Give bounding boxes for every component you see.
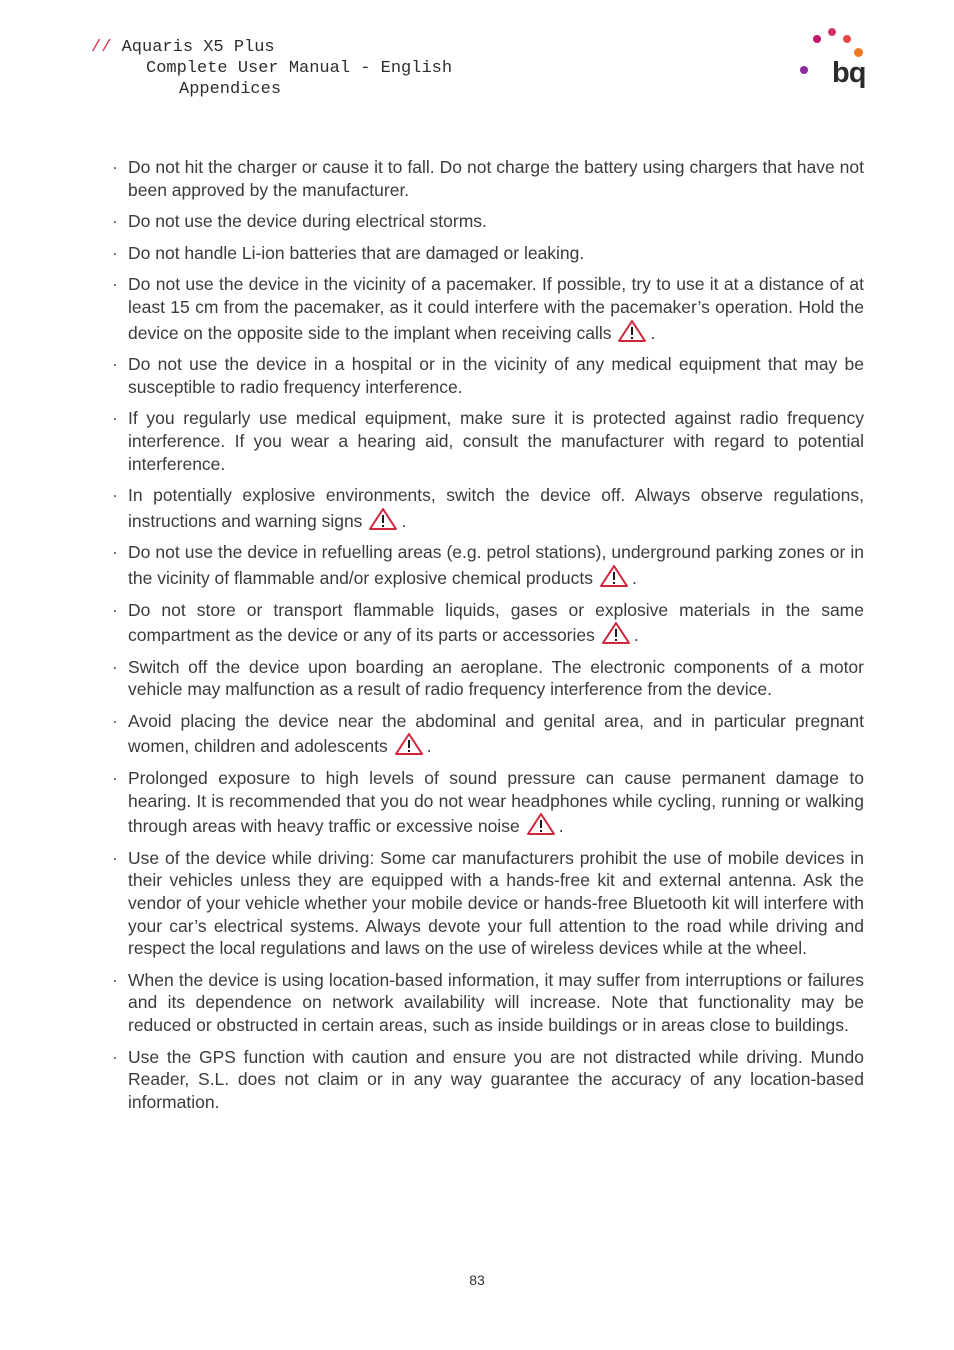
- bullet: ·: [112, 710, 118, 731]
- header-prefix: //: [91, 38, 112, 57]
- list-item-text: Do not hit the charger or cause it to fall. Do not charge the battery using chargers that have not been approved by the manufacturer.: [128, 157, 864, 200]
- list-item: [112, 541, 864, 589]
- safety-list: [112, 156, 864, 1122]
- warning-icon: [368, 507, 398, 531]
- list-item-text: Use the GPS function with caution and ensure you are not distracted while driving. Mundo Reader, S.L. does not claim or in any way guarantee the accuracy of any location-based information.: [128, 1046, 864, 1112]
- list-item-text: Avoid placing the device near the abdominal and genital area, and in particular pregnant women, children and adolescents: [128, 710, 864, 757]
- warning-icon: [601, 621, 631, 645]
- bullet: ·: [112, 656, 118, 677]
- list-item-text: Do not use the device in a hospital or in the vicinity of any medical equipment that may be susceptible to radio frequency interference.: [128, 354, 864, 397]
- bullet: ·: [112, 211, 118, 232]
- list-item-text: Do not use the device in the vicinity of a pacemaker. If possible, try to use it at a distance of at least 15 cm from the pacemaker, as it could interfere with the pacemaker’s operation. Hold the device on the opposite side to the implant when receiving calls: [128, 274, 864, 343]
- list-item: [112, 1046, 864, 1114]
- bullet: ·: [112, 408, 118, 429]
- bullet: ·: [112, 485, 118, 506]
- list-item: [112, 407, 864, 475]
- header-section: Appendices: [179, 80, 282, 99]
- list-item: [112, 156, 864, 201]
- list-item: [112, 656, 864, 701]
- list-item-text: Do not store or transport flammable liquids, gases or explosive materials in the same compartment as the device or any of its parts or accessories: [128, 599, 864, 646]
- list-item-text: Do not handle Li-ion batteries that are damaged or leaking.: [128, 242, 585, 263]
- list-item-text: Prolonged exposure to high levels of sound pressure can cause permanent damage to hearing. It is recommended that you do not wear headphones while cycling, running or walking through areas with heavy traffic or excessive noise: [128, 768, 864, 837]
- list-item: [112, 210, 864, 233]
- list-item: [112, 599, 864, 647]
- warning-icon: [599, 564, 629, 588]
- list-item: [112, 273, 864, 344]
- bullet: ·: [112, 969, 118, 990]
- list-item-text: In potentially explosive environments, switch the device off. Always observe regulations, instructions and warning signs: [128, 485, 864, 531]
- list-item-punctuation: .: [650, 322, 656, 343]
- logo-dot: [828, 28, 836, 36]
- logo-wordmark: bq: [832, 57, 866, 89]
- warning-icon: [617, 319, 647, 343]
- header-title: Aquaris X5 Plus: [121, 38, 275, 57]
- warning-icon: [394, 732, 424, 756]
- header-subtitle: Complete User Manual - English: [146, 59, 453, 78]
- bullet: ·: [112, 1046, 118, 1067]
- document-header: [91, 37, 452, 100]
- list-item: [112, 242, 864, 265]
- logo-dot: [843, 35, 851, 43]
- warning-icon: [526, 812, 556, 836]
- list-item-text: Switch off the device upon boarding an aeroplane. The electronic components of a motor vehicle may malfunction as a result of radio frequency interference from the device.: [128, 656, 864, 700]
- list-item: [112, 847, 864, 960]
- header-title-line: [91, 37, 452, 58]
- list-item-text: Use of the device while driving: Some car manufacturers prohibit the use of mobile devices in their vehicles unless they are equipped with a hands-free kit and external antenna. Ask the vendor of your vehicle whether your mobile device or hands-free Bluetooth kit will interfere with your car’s electrical systems. Always devote your full attention to the road while driving and respect the local regulations and laws on the use of wireless devices while at the wheel.: [128, 847, 864, 959]
- list-item: [112, 710, 864, 758]
- list-item-text: When the device is using location-based information, it may suffer from interruptions or failures and its dependence on network availability will increase. Note that functionality may be reduced or obstructed in certain areas, such as inside buildings or in areas close to buildings.: [128, 969, 864, 1035]
- logo-dot: [800, 66, 808, 74]
- list-item-text: Do not use the device in refuelling areas (e.g. petrol stations), underground parking zones or in the vicinity of flammable and/or explosive chemical products: [128, 542, 864, 588]
- bullet: ·: [112, 157, 118, 177]
- bullet: ·: [112, 354, 118, 375]
- bullet: ·: [112, 242, 118, 263]
- list-item-text: Do not use the device during electrical storms.: [128, 211, 487, 232]
- bullet: ·: [112, 274, 118, 295]
- bq-logo: [796, 28, 866, 94]
- logo-dot: [813, 35, 821, 43]
- list-item-punctuation: .: [631, 567, 637, 588]
- bullet: ·: [112, 599, 118, 620]
- list-item: [112, 353, 864, 398]
- list-item-punctuation: .: [426, 736, 432, 757]
- bullet: ·: [112, 847, 118, 868]
- list-item: [112, 969, 864, 1037]
- bullet: ·: [112, 542, 118, 563]
- list-item: [112, 767, 864, 838]
- list-item-punctuation: .: [401, 510, 407, 531]
- list-item-punctuation: .: [558, 816, 564, 837]
- page-number: 83: [469, 1272, 485, 1288]
- list-item-text: If you regularly use medical equipment, make sure it is protected against radio frequency interference. If you wear a hearing aid, consult the manufacturer with regard to potential interference.: [128, 408, 864, 474]
- list-item-punctuation: .: [633, 625, 639, 646]
- list-item: [112, 484, 864, 532]
- bullet: ·: [112, 768, 118, 789]
